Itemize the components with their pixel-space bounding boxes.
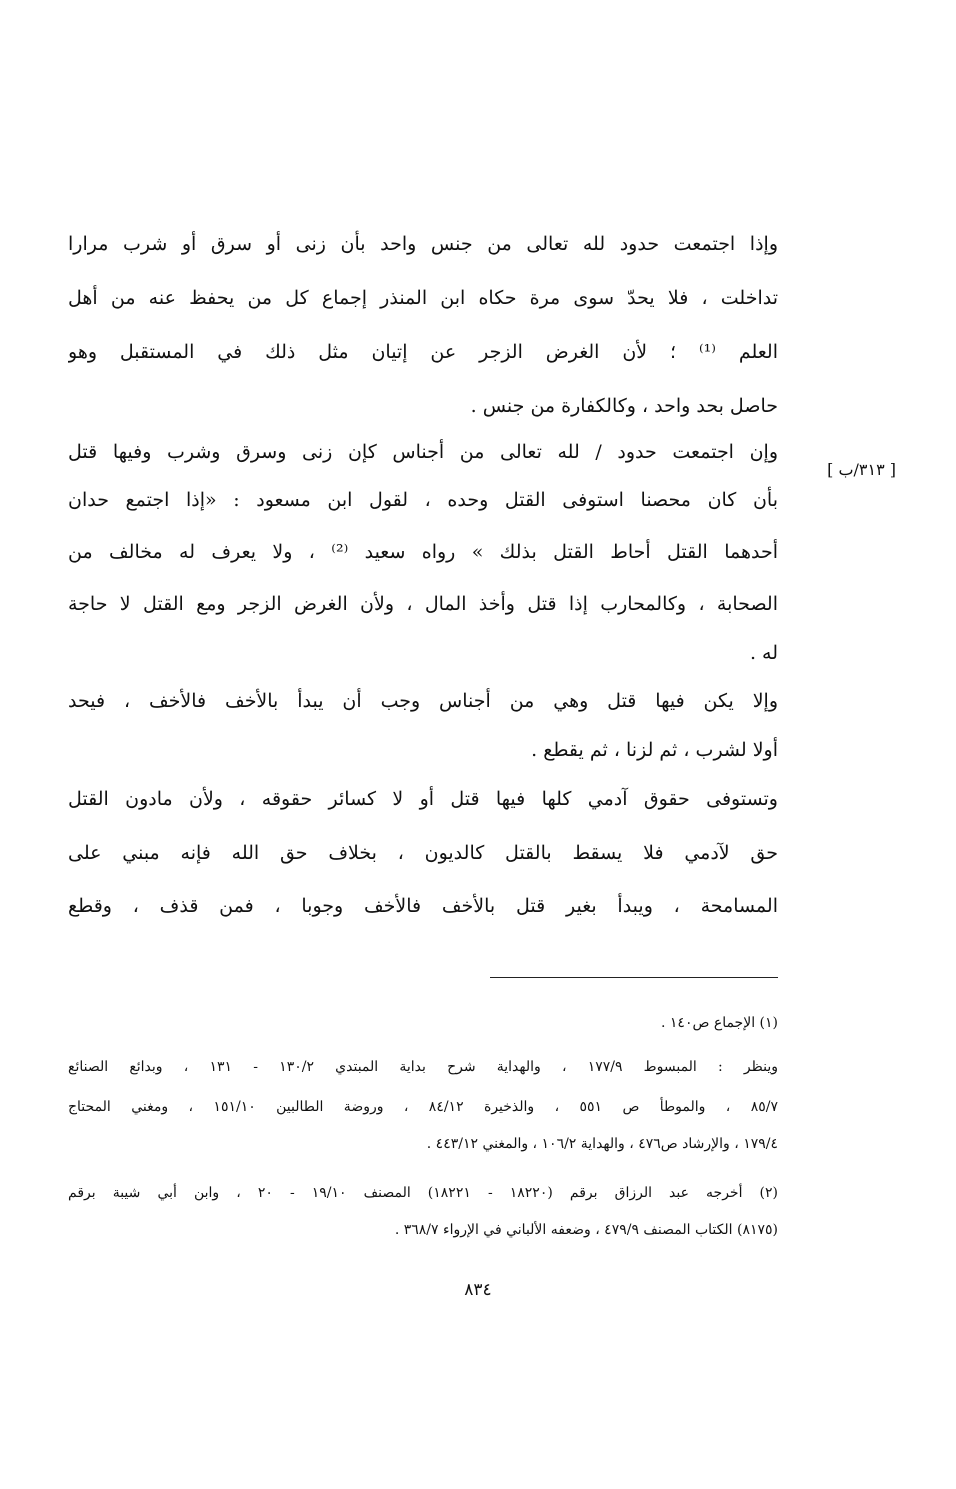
body-line-13: حق لآدمي فلا يسقط بالقتل كالديون ، بخلاف حق الله فإنه مبني على — [68, 842, 778, 864]
body-line-6: بأن كان محصنا استوفى القتل وحده ، لقول ابن مسعود : «إذا اجتمع حدان — [68, 489, 778, 511]
body-line-12: وتستوفى حقوق آدمي كلها فيها قتل أو لا كسائر حقوقه ، ولأن مادون القتل — [68, 788, 778, 810]
footnote-line-2: وينظر : المبسوط ١٧٧/٩ ، والهداية شرح بداية المبتدي ١٣٠/٢ - ١٣١ ، وبدائع الصنائع — [68, 1059, 778, 1075]
body-line-5: وإن اجتمعت حدود / لله تعالى من أجناس كإن زنى وسرق وشرب وفيها قتل — [68, 441, 778, 463]
footnote-line-6: (٨١٧٥) الكتاب المصنف ٤٧٩/٩ ، وضعفه الألباني في الإرواء ٣٦٨/٧ . — [394, 1222, 778, 1238]
footnote-line-3: ٨٥/٧ ، والموطأ ص ٥٥١ ، والذخيرة ٨٤/١٢ ، وروضة الطالبين ١٥١/١٠ ، ومغني المحتاج — [68, 1099, 778, 1115]
body-line-8: الصحابة ، وكالمحارب إذا قتل وأخذ المال ، ولأن الغرض الزجر ومع القتل لا حاجة — [68, 593, 778, 615]
body-line-14: المسامحة ، ويبدأ بغير قتل بالأخف فالأخف وجوبا ، فمن قذف ، وقطع — [68, 895, 778, 917]
body-line-3: العلم ⁽¹⁾ ؛ لأن الغرض الزجر عن إتيان مثل ذلك في المستقبل وهو — [68, 341, 778, 363]
body-line-4: حاصل بحد واحد ، وكالكفارة من جنس . — [470, 395, 778, 417]
footnote-line-1: (١) الإجماع ص١٤٠ . — [661, 1015, 778, 1031]
body-line-9: له . — [749, 642, 778, 664]
body-line-7: أحدهما القتل أحاط القتل بذلك » رواه سعيد ⁽²⁾ ، ولا يعرف له مخالف من — [68, 541, 778, 563]
page-number: ٨٣٤ — [464, 1280, 492, 1300]
body-line-1: وإذا اجتمعت حدود لله تعالى من جنس واحد بأن زنى أو سرق أو شرب مرارا — [68, 233, 778, 255]
body-line-2: تداخلت ، فلا يحدّ سوى مرة حكاه ابن المنذر إجماع كل من يحفظ عنه من أهل — [68, 287, 778, 309]
body-line-10: وإلا يكن فيها قتل وهي من أجناس وجب أن يبدأ بالأخف فالأخف ، فيحد — [68, 690, 778, 712]
body-line-11: أولا لشرب ، ثم لزنا ، ثم يقطع . — [531, 739, 778, 761]
footnote-line-4: ١٧٩/٤ ، والإرشاد ص٤٧٦ ، والهداية ١٠٦/٢ ، والمغني ٤٤٣/١٢ . — [426, 1136, 778, 1152]
footnote-separator — [490, 977, 778, 978]
manuscript-folio-marker: [ ٣١٣/ب ] — [827, 460, 896, 479]
footnote-line-5: (٢) أخرجه عبد الرزاق برقم (١٨٢٢٠ - ١٨٢٢١) المصنف ١٩/١٠ - ٢٠ ، وابن أبي شيبة برقم — [68, 1185, 778, 1201]
